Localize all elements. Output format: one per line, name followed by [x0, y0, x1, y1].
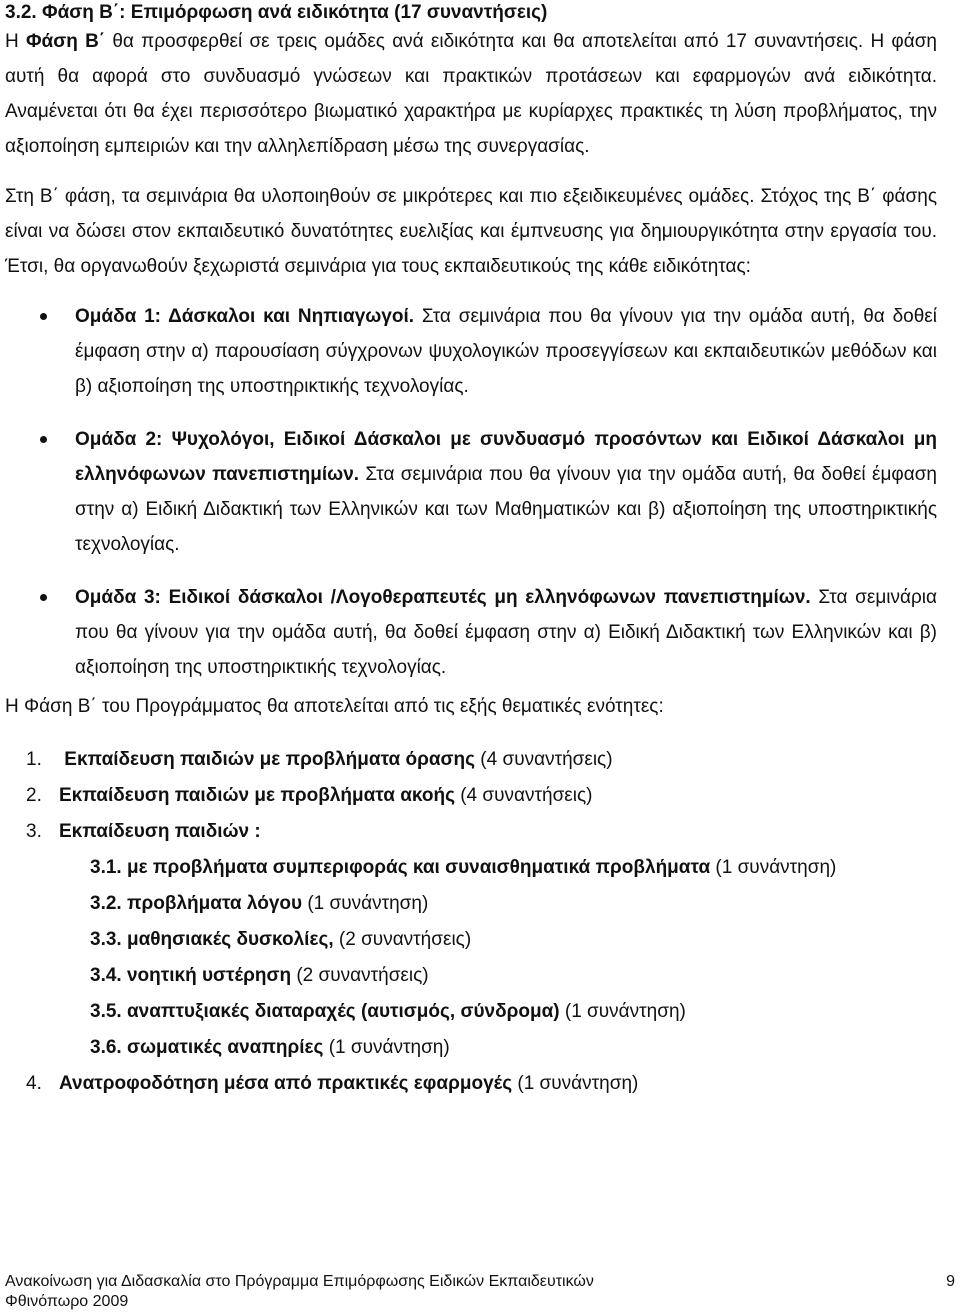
footer-title: Ανακοίνωση για Διδασκαλία στο Πρόγραμμα Επιμόρφωσης Ειδικών Εκπαιδευτικών: [5, 1273, 594, 1290]
section-heading: 3.2. Φάση Β΄: Επιμόρφωση ανά ειδικότητα (17 συναντήσεις): [5, 2, 548, 23]
subtopic-count: (2 συναντήσεις): [291, 965, 429, 986]
subtopic-number: 3.5.: [90, 1001, 122, 1022]
paragraph-phase-b: [5, 24, 937, 164]
topic-title: Εκπαίδευση παιδιών :: [59, 821, 261, 842]
subtopic-number: 3.2.: [90, 893, 122, 914]
subtopic-number: 3.6.: [90, 1037, 122, 1058]
subtopic-item: [26, 958, 937, 994]
topic-count: (4 συναντήσεις): [454, 785, 593, 806]
topic-number: 1.: [26, 749, 42, 770]
subtopic-title: αναπτυξιακές διαταραχές (αυτισμός, σύνδρομα): [121, 1001, 560, 1022]
bullet-icon: [40, 313, 47, 320]
footer-date: Φθινόπωρο 2009: [5, 1293, 129, 1310]
subtopic-title: μαθησιακές δυσκολίες,: [121, 929, 334, 950]
page-number: 9: [946, 1273, 955, 1290]
subtopic-item: [26, 994, 937, 1030]
topic-title: Ανατροφοδότηση μέσα από πρακτικές εφαρμογές: [59, 1073, 513, 1094]
subtopic-count: (1 συνάντηση): [710, 857, 837, 878]
subtopic-list: [26, 850, 937, 1066]
subtopic-item: [26, 1030, 937, 1066]
topics-intro: Η Φάση Β΄ του Προγράμματος θα αποτελείται από τις εξής θεματικές ενότητες:: [5, 696, 664, 717]
topic-title: Εκπαίδευση παιδιών με προβλήματα όρασης: [59, 749, 476, 770]
topic-item: [5, 1066, 937, 1102]
bullet-icon: [40, 436, 47, 443]
topic-list: [5, 742, 937, 1102]
subtopic-number: 3.1.: [90, 857, 122, 878]
subtopic-number: 3.4.: [90, 965, 122, 986]
bullet-icon: [40, 594, 47, 601]
subtopic-count: (1 συνάντηση): [323, 1037, 450, 1058]
topic-number: 2.: [26, 785, 42, 806]
group-item: [5, 580, 937, 685]
para1-prefix: Η: [5, 31, 26, 52]
para1-text: θα προσφερθεί σε τρεις ομάδες ανά ειδικότητα και θα αποτελείται από 17 συναντήσεις. Η φάση αυτή θα αφορά στο συνδυασμό γνώσεων και πρακτικών προτάσεων και εφαρμογών ανά ειδικότητα. Αναμένεται ότι θα έχει περισσότερο βιωματικό χαρακτήρα με κυρίαρχες πρακτικές τη λύση προβλήματος, την αξιοποίηση εμπειριών και την αλληλεπίδραση μέσω της συνεργασίας.: [5, 31, 937, 157]
group-title: Ομάδα 2: Ψυχολόγοι, Ειδικοί Δάσκαλοι με συνδυασμό προσόντων και Ειδικοί Δάσκαλοι μη ελληνόφωνων πανεπιστημίων.: [75, 429, 937, 485]
subtopic-count: (2 συναντήσεις): [333, 929, 472, 950]
topic-item: [5, 814, 937, 1066]
subtopic-title: με προβλήματα συμπεριφοράς και συναισθηματικά προβλήματα: [121, 857, 711, 878]
group-text: Στα σεμινάρια που θα γίνουν για την ομάδα αυτή, θα δοθεί έμφαση στην α) Ειδική Διδακτική των Ελληνικών και των Μαθηματικών και β) αξιοποίηση της υποστηρικτικής τεχνολογίας.: [75, 464, 937, 555]
subtopic-title: σωματικές αναπηρίες: [121, 1037, 324, 1058]
subtopic-count: (1 συνάντηση): [302, 893, 429, 914]
group-item: [5, 299, 937, 404]
subtopic-item: [26, 850, 937, 886]
subtopic-title: νοητική υστέρηση: [121, 965, 292, 986]
group-title: Ομάδα 3: Ειδικοί δάσκαλοι /Λογοθεραπευτές μη ελληνόφωνων πανεπιστημίων.: [75, 587, 811, 608]
topic-item: [5, 742, 937, 778]
para1-bold: Φάση Β΄: [25, 31, 106, 52]
group-text: Στα σεμινάρια που θα γίνουν για την ομάδα αυτή, θα δοθεί έμφαση στην α) παρουσίαση σύγχρονων ψυχολογικών προσεγγίσεων και εκπαιδευτικών μεθόδων και β) αξιοποίηση της υποστηρικτικής τεχνολογίας.: [75, 306, 937, 397]
paragraph-seminars: Στη Β΄ φάση, τα σεμινάρια θα υλοποιηθούν σε μικρότερες και πιο εξειδικευμένες ομάδες. Στόχος της Β΄ φάσης είναι να δώσει στον εκπαιδευτικό δυνατότητες ευελιξίας και έμπνευσης για δημιουργικότητα στην εργασία του. Έτσι, θα οργανωθούν ξεχωριστά σεμινάρια για τους εκπαιδευτικούς της κάθε ειδικότητας:: [5, 186, 937, 277]
topic-count: (4 συναντήσεις): [475, 749, 613, 770]
topic-item: [5, 778, 937, 814]
page-footer: [5, 1272, 955, 1312]
topic-number: 4.: [26, 1073, 42, 1094]
group-title: Ομάδα 1: Δάσκαλοι και Νηπιαγωγοί.: [75, 306, 415, 327]
group-item: [5, 422, 937, 562]
topic-count: (1 συνάντηση): [512, 1073, 639, 1094]
topic-number: 3.: [26, 821, 42, 842]
subtopic-item: [26, 886, 937, 922]
topic-title: Εκπαίδευση παιδιών με προβλήματα ακοής: [59, 785, 455, 806]
group-text: Στα σεμινάρια που θα γίνουν για την ομάδα αυτή, θα δοθεί έμφαση στην α) Ειδική Διδακτική των Ελληνικών και β) αξιοποίηση της υποστηρικτικής τεχνολογίας.: [75, 587, 937, 678]
subtopic-number: 3.3.: [90, 929, 122, 950]
document-page: [5, 0, 937, 1102]
group-list: [5, 299, 937, 685]
subtopic-count: (1 συνάντηση): [559, 1001, 686, 1022]
subtopic-item: [26, 922, 937, 958]
subtopic-title: προβλήματα λόγου: [121, 893, 303, 914]
